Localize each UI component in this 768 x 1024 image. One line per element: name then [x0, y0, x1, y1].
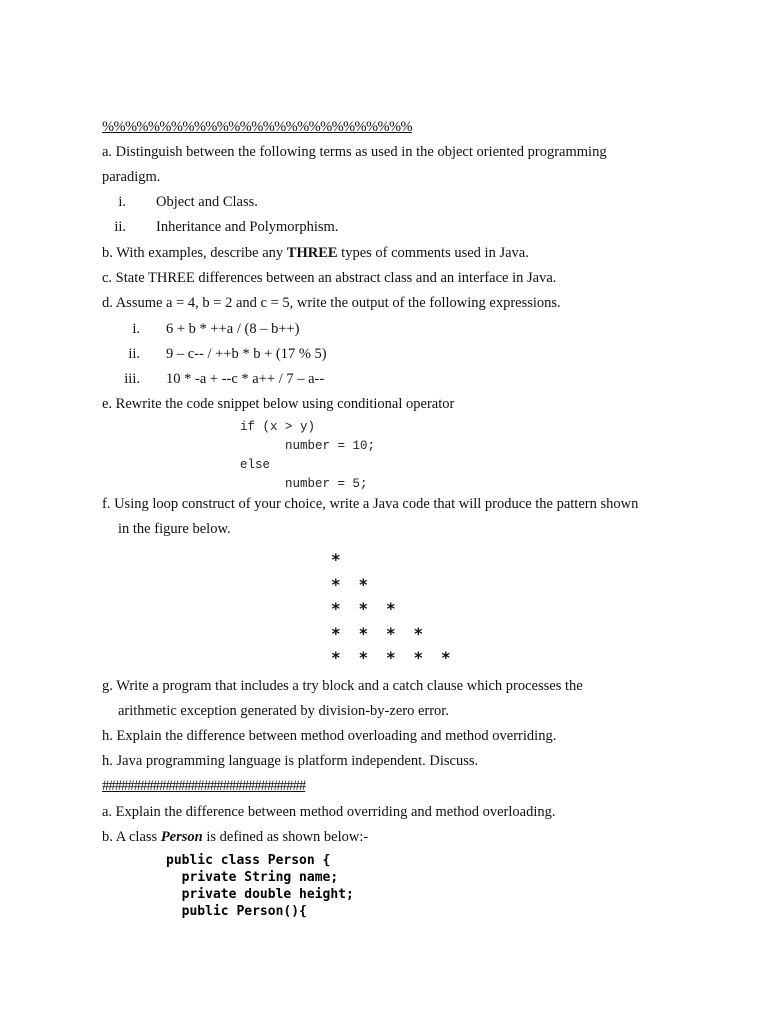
class-name-person: Person — [160, 829, 203, 845]
question-f-line2: in the figure below. — [118, 521, 231, 537]
question-h-2: h. Java programming language is platform independent. Discuss. — [102, 753, 479, 769]
pattern-star: * — [386, 599, 396, 618]
pattern-star: * — [358, 648, 369, 667]
percent-separator: %%%%%%%%%%%%%%%%%%%%%%%%%%% — [102, 119, 412, 135]
question-d-item-3-num: iii. — [124, 371, 140, 387]
question-a-item-1: Object and Class. — [156, 194, 258, 210]
person-code-line-3: private double height; — [166, 887, 354, 902]
person-code-line-1: public class Person { — [166, 853, 331, 868]
question-b-emphasis: THREE — [286, 245, 338, 261]
question-c: c. State THREE differences between an abstract class and an interface in Java. — [102, 270, 557, 286]
question-g-line2: arithmetic exception generated by division-by-zero error. — [118, 703, 449, 719]
pattern-star: * — [331, 623, 341, 643]
question-d-item-1-num: i. — [132, 321, 140, 337]
pattern-star: * — [386, 623, 396, 643]
question-a-line2: paradigm. — [102, 169, 161, 185]
question-a-item-1-num: i. — [118, 194, 126, 210]
question-d-item-2-num: ii. — [128, 346, 140, 362]
question-a-line1: a. Distinguish between the following terms as used in the object oriented programming — [102, 144, 607, 160]
pattern-star: * — [413, 648, 424, 667]
question-2a: a. Explain the difference between method overriding and method overloading. — [102, 804, 556, 820]
question-f-line1: f. Using loop construct of your choice, write a Java code that will produce the pattern shown — [102, 496, 639, 512]
question-e: e. Rewrite the code snippet below using conditional operator — [102, 396, 455, 412]
question-h-1: h. Explain the difference between method overloading and method overriding. — [102, 728, 557, 744]
question-a-item-2: Inheritance and Polymorphism. — [156, 219, 339, 235]
question-a-item-2-num: ii. — [114, 219, 126, 235]
hash-separator: ################################ — [102, 778, 306, 794]
pattern-star: * — [386, 648, 396, 667]
pattern-star: * — [331, 550, 341, 569]
question-2b: b. A class Person is defined as shown below:- — [102, 829, 369, 845]
person-code-line-4: public Person(){ — [166, 904, 307, 919]
pattern-star: * — [358, 599, 369, 618]
person-code-line-2: private String name; — [166, 870, 339, 885]
pattern-star: * — [358, 623, 369, 643]
question-d: d. Assume a = 4, b = 2 and c = 5, write the output of the following expressions. — [102, 295, 561, 311]
question-d-item-3: 10 * -a + --c * a++ / 7 – a-- — [166, 371, 325, 387]
question-g-line1: g. Write a program that includes a try block and a catch clause which processes the — [102, 678, 583, 694]
question-b: b. With examples, describe any THREE types of comments used in Java. — [102, 245, 529, 261]
pattern-star: * — [331, 574, 341, 594]
pattern-star: * — [358, 574, 369, 594]
pattern-star: * — [331, 599, 341, 618]
code-line-1: if (x > y) — [240, 420, 316, 434]
code-line-2: number = 10; — [240, 439, 376, 453]
pattern-star: * — [441, 648, 451, 667]
pattern-star: * — [413, 623, 424, 643]
code-line-4: number = 5; — [240, 477, 368, 491]
question-d-item-1: 6 + b * ++a / (8 – b++) — [166, 321, 300, 337]
pattern-star: * — [331, 648, 341, 667]
question-d-item-2: 9 – c-- / ++b * b + (17 % 5) — [166, 346, 327, 362]
code-line-3: else — [240, 458, 271, 472]
